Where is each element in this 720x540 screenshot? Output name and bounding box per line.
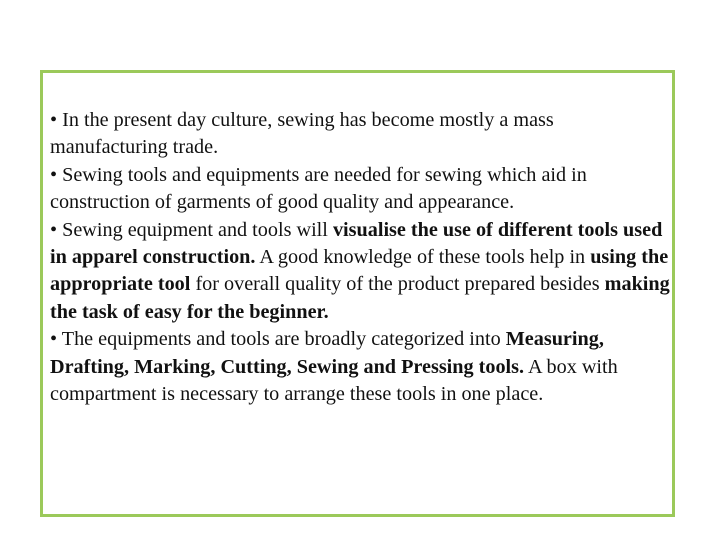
bullet-list — [50, 107, 670, 408]
bullet-text: • The equipments and tools are broadly categorized into — [50, 328, 506, 351]
bullet-bold-text: Measuring, Drafting, Marking, Cutting, Sewing and Pressing tools. — [50, 328, 604, 378]
bullet-item-4 — [50, 326, 670, 408]
bullet-item-3 — [50, 217, 670, 327]
bullet-bold-text: using the appropriate tool — [50, 246, 669, 296]
bullet-bold-text: visualise the use of different tools used in apparel construction. — [50, 218, 663, 269]
bullet-text: A good knowledge of these tools help in — [255, 246, 591, 269]
bullet-text: for overall quality of the product prepared besides — [190, 273, 605, 296]
bullet-text: • Sewing tools and equipments are needed for sewing which aid in construction of garments of good quality and appearance. — [50, 163, 587, 214]
bullet-text: • In the present day culture, sewing has become mostly a mass manufacturing trade. — [50, 109, 554, 159]
bullet-item-2 — [50, 162, 670, 217]
bullet-text: A box with compartment is necessary to arrange these tools in one place. — [50, 355, 618, 406]
bullet-bold-text: making the task of easy for the beginner. — [50, 273, 670, 323]
bullet-text: • Sewing equipment and tools will — [50, 218, 333, 241]
text-box — [40, 70, 675, 517]
bullet-item-1 — [50, 107, 670, 162]
